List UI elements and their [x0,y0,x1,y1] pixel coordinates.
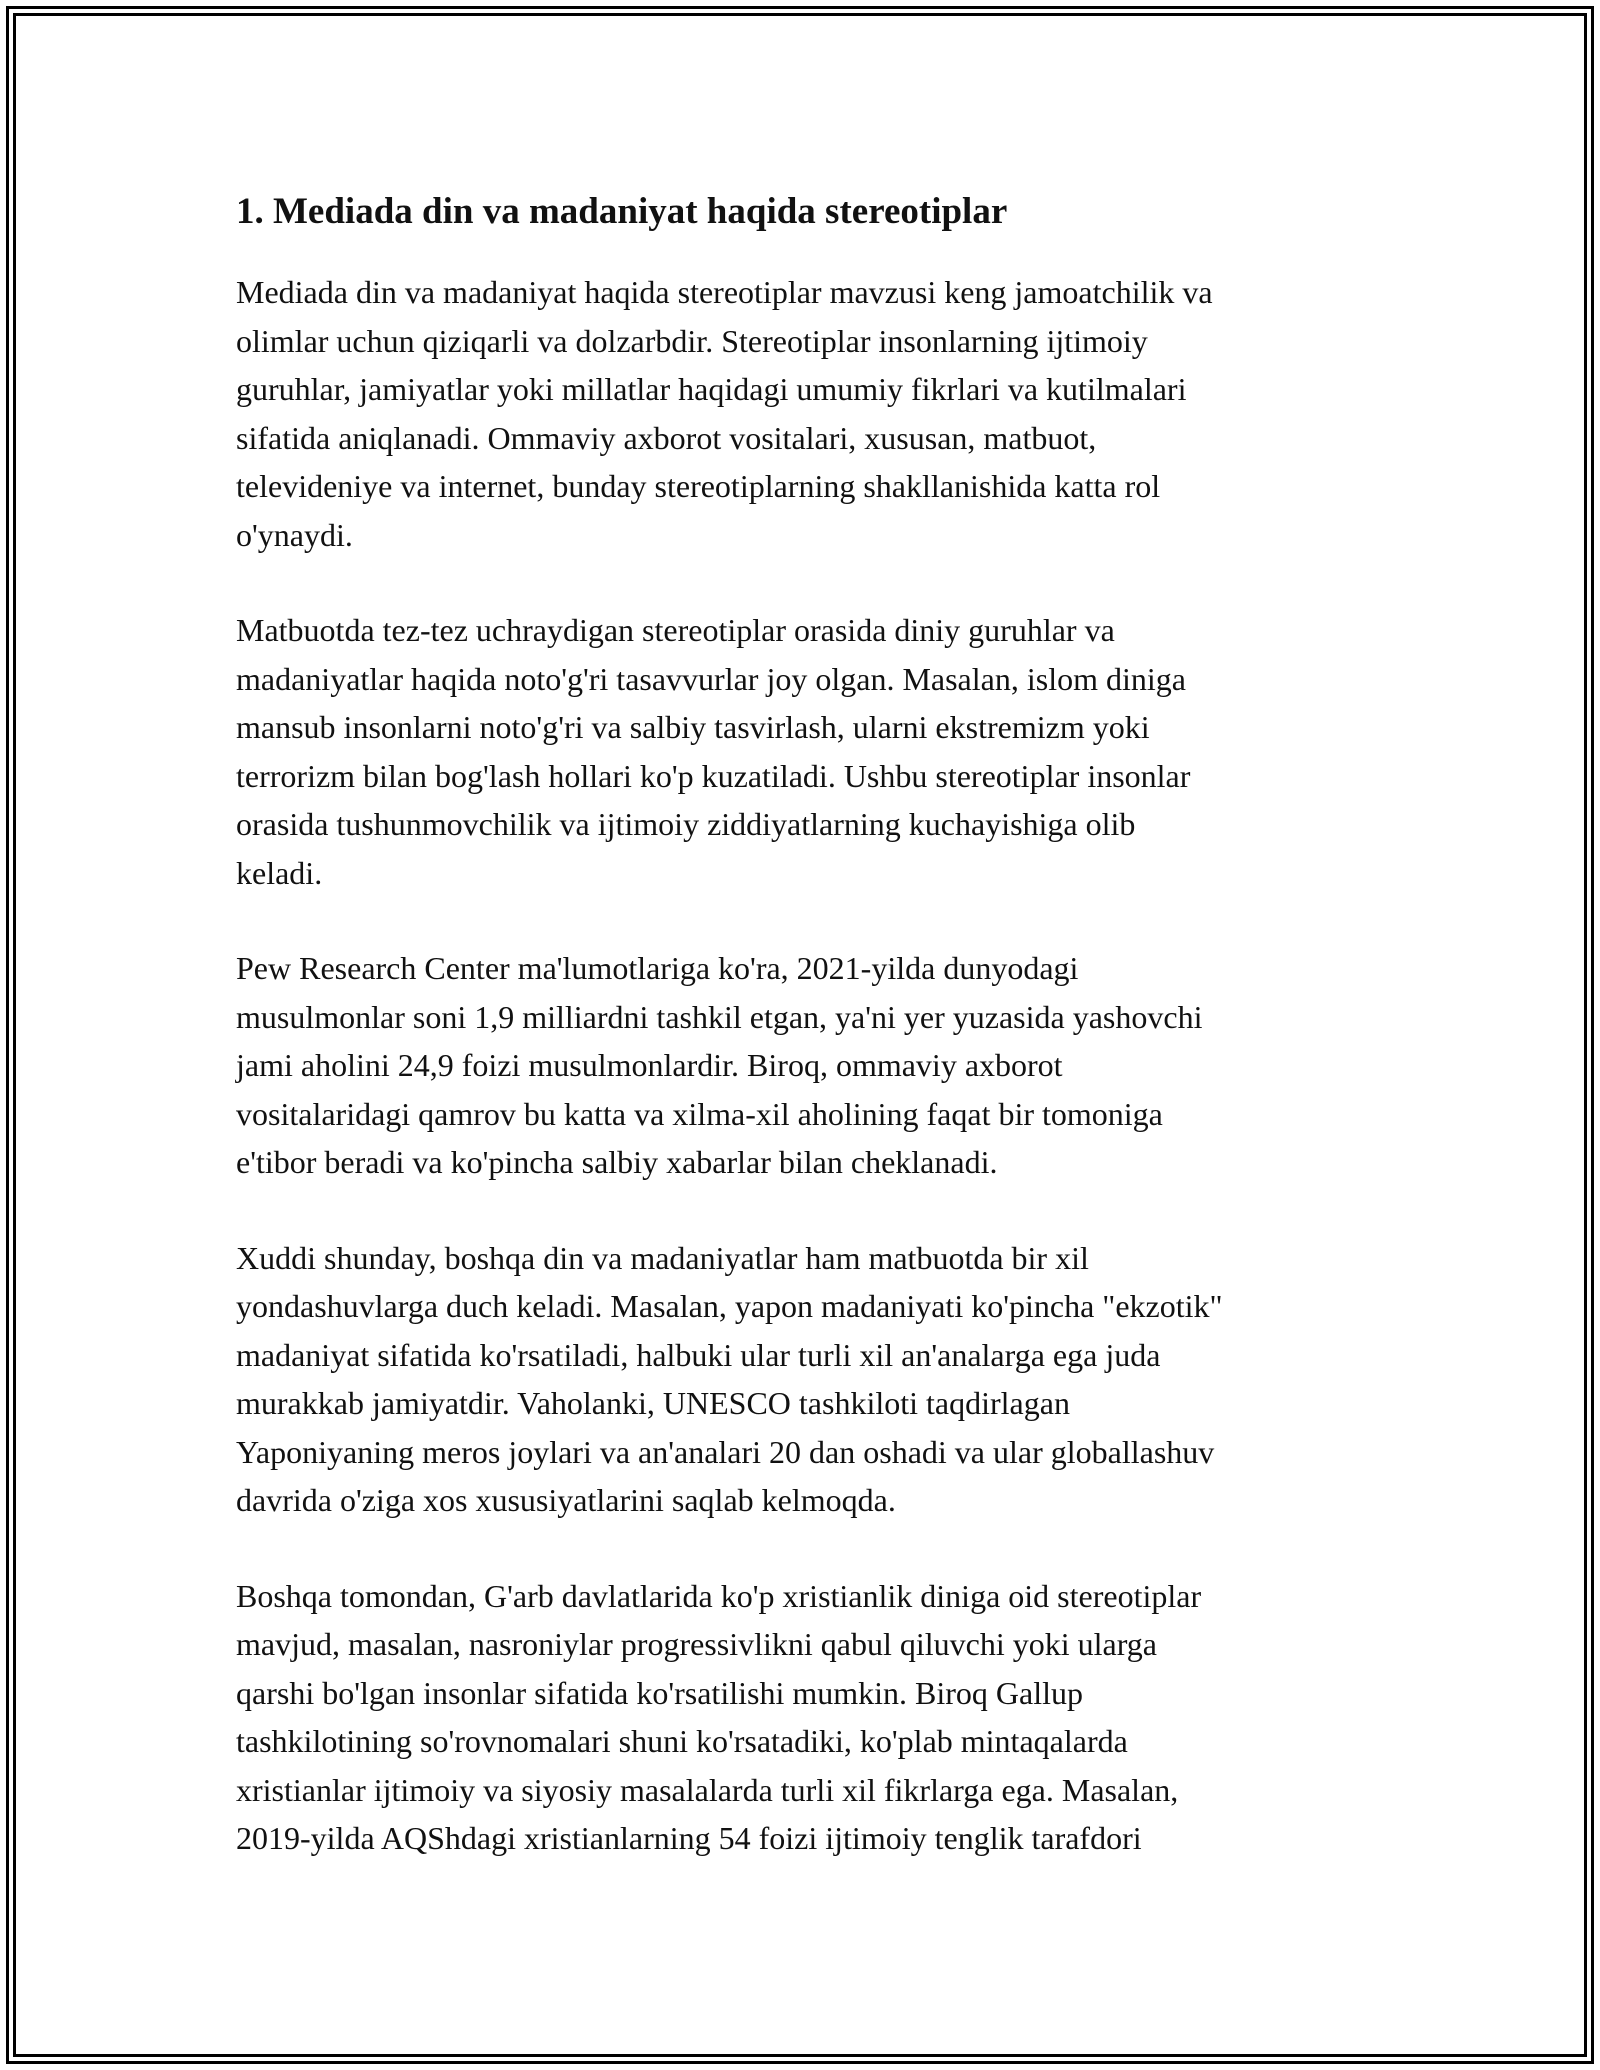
paragraph-4: Xuddi shunday, boshqa din va madaniyatlar ham matbuotda bir xil yondashuvlarga duch keladi. Masalan, yapon madaniyati ko'pincha "ekzotik" madaniyat sifatida ko'rsatiladi, halbuki ular turli xil an'analarga ega juda murakkab jamiyatdir. Vaholanki, UNESCO tashkiloti taqdirlagan Yaponiyaning meros joylari va an'analari 20 dan oshadi va ular globallashuv davrida o'ziga xos xususiyatlarini saqlab kelmoqda. [236,1239,1223,1519]
document-body [236,190,1386,1910]
paragraph-1: Mediada din va madaniyat haqida stereotiplar mavzusi keng jamoatchilik va olimlar uchun qiziqarli va dolzarbdir. Stereotiplar insonlarning ijtimoiy guruhlar, jamiyatlar yoki millatlar haqidagi umumiy fikrlari va kutilmalari sifatida aniqlanadi. Ommaviy axborot vositalari, xususan, matbuot, televideniye va internet, bunday stereotiplarning shakllanishida katta rol o'ynaydi. [236,274,1213,553]
section-heading: 1. Mediada din va madaniyat haqida stereotiplar [236,191,1008,232]
paragraph-2: Matbuotda tez-tez uchraydigan stereotiplar orasida diniy guruhlar va madaniyatlar haqida noto'g'ri tasavvurlar joy olgan. Masalan, islom diniga mansub insonlarni noto'g'ri va salbiy tasvirlash, ularni ekstremizm yoki terrorizm bilan bog'lash hollari ko'p kuzatiladi. Ushbu stereotiplar insonlar orasida tushunmovchilik va ijtimoiy ziddiyatlarning kuchayishiga olib keladi. [236,612,1191,891]
paragraph-3: Pew Research Center ma'lumotlariga ko'ra, 2021-yilda dunyodagi musulmonlar soni 1,9 milliardni tashkil etgan, ya'ni yer yuzasida yashovchi jami aholini 24,9 foizi musulmonlardir. Biroq, ommaviy axborot vositalaridagi qamrov bu katta va xilma-xil aholining faqat bir tomoniga e'tibor beradi va ko'pincha salbiy xabarlar bilan cheklanadi. [236,950,1203,1181]
paragraph-5: Boshqa tomondan, G'arb davlatlarida ko'p xristianlik diniga oid stereotiplar mavjud, masalan, nasroniylar progressivlikni qabul qiluvchi yoki ularga qarshi bo'lgan insonlar sifatida ko'rsatilishi mumkin. Biroq Gallup tashkilotining so'rovnomalari shuni ko'rsatadiki, ko'plab mintaqalarda xristianlar ijtimoiy va siyosiy masalalarda turli xil fikrlarga ega. Masalan, 2019-yilda AQShdagi xristianlarning 54 foizi ijtimoiy tenglik tarafdori [236,1577,1202,1857]
